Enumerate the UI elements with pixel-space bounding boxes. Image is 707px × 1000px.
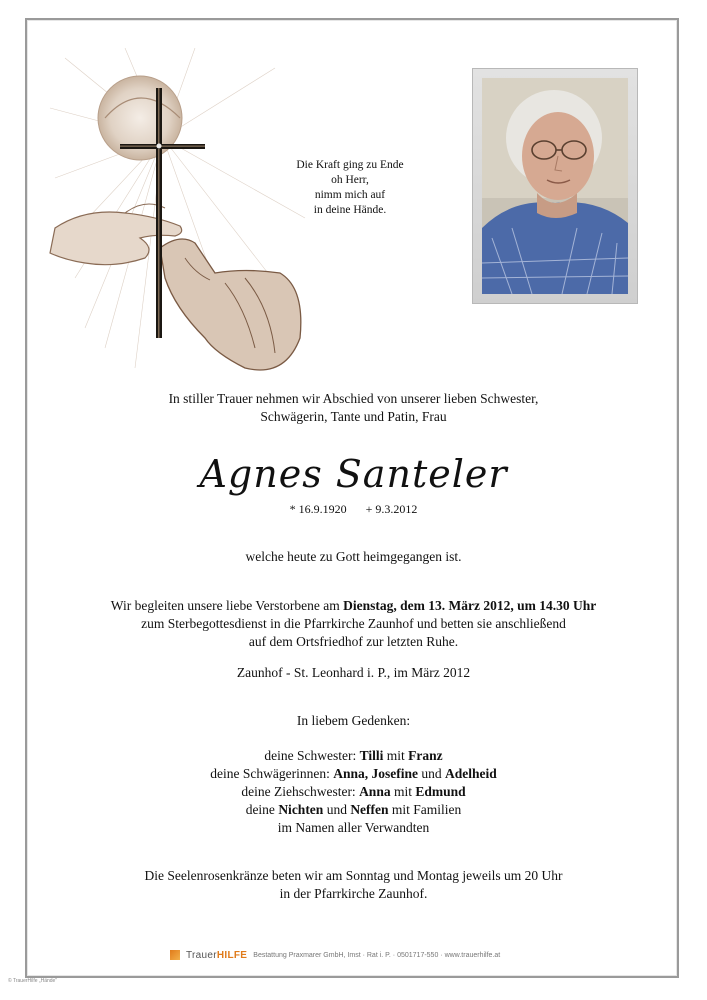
poem-line: in deine Hände. — [313, 204, 387, 216]
place-date: Zaunhof - St. Leonhard i. P., im März 2012 — [236, 665, 471, 680]
family-text: deine Ziehschwester: — [241, 784, 360, 799]
memory-heading: In liebem Gedenken: — [296, 713, 411, 728]
family-line: im Namen aller Verwandten — [277, 820, 430, 835]
cross-hands-illustration — [45, 48, 315, 378]
funeral-line — [0, 597, 707, 615]
family-name: Nichten — [278, 802, 324, 817]
passed-line: welche heute zu Gott heimgegangen ist. — [245, 549, 462, 564]
funeral-line: auf dem Ortsfriedhof zur letzten Ruhe. — [248, 634, 459, 649]
portrait-photo — [482, 78, 628, 294]
family-name: Edmund — [415, 784, 466, 799]
family-line — [0, 747, 707, 765]
brand-part: HILFE — [216, 949, 248, 961]
funeral-date: Dienstag, dem 13. März 2012, um 14.30 Uhr — [343, 598, 597, 613]
portrait-frame — [472, 68, 638, 304]
footer — [170, 948, 570, 962]
intro-line: In stiller Trauer nehmen wir Abschied von unserer lieben Schwester, — [168, 391, 539, 406]
family-line — [0, 765, 707, 783]
family-line — [0, 783, 707, 801]
family-name: Anna, Josefine — [333, 766, 418, 781]
footer-info: Bestattung Praxmarer GmbH, Imst · Rat i. P. · 0501717-550 · www.trauerhilfe.at — [253, 951, 501, 959]
family-text: deine Schwester: — [264, 748, 360, 763]
birth-date: * 16.9.1920 — [289, 502, 347, 516]
family-text: und — [417, 766, 445, 781]
copyright: © TrauerHilfe „Hände" — [8, 978, 58, 984]
funeral-line: zum Sterbegottesdienst in die Pfarrkirche Zaunhof und betten sie anschließend — [141, 616, 566, 631]
poem-line: nimm mich auf — [314, 189, 386, 201]
family-name: Anna — [359, 784, 391, 799]
family-name: Franz — [408, 748, 443, 763]
brand-part: Trauer — [186, 949, 217, 961]
family-text: und — [323, 802, 351, 817]
intro-line: Schwägerin, Tante und Patin, Frau — [260, 409, 447, 424]
rosary-line: Die Seelenrosenkränze beten wir am Sonntag und Montag jeweils um 20 Uhr — [144, 868, 563, 883]
family-text: deine Schwägerinnen: — [210, 766, 334, 781]
family-text: mit — [390, 784, 416, 799]
brand-logo — [186, 950, 247, 961]
family-name: Neffen — [350, 802, 389, 817]
poem — [290, 158, 410, 218]
death-date: + 9.3.2012 — [365, 502, 418, 516]
life-dates — [0, 502, 707, 517]
trauerhilfe-logo-icon — [170, 950, 180, 960]
poem-line: oh Herr, — [331, 174, 369, 186]
family-text: deine — [245, 802, 279, 817]
family-text: mit — [383, 748, 409, 763]
family-name: Tilli — [359, 748, 384, 763]
deceased-name: Agnes Santeler — [199, 452, 508, 496]
poem-line: Die Kraft ging zu Ende — [296, 159, 404, 171]
family-line — [0, 801, 707, 819]
funeral-text: Wir begleiten unsere liebe Verstorbene am — [110, 598, 344, 613]
rosary-line: in der Pfarrkirche Zaunhof. — [279, 886, 428, 901]
family-name: Adelheid — [444, 766, 497, 781]
family-text: mit Familien — [388, 802, 462, 817]
